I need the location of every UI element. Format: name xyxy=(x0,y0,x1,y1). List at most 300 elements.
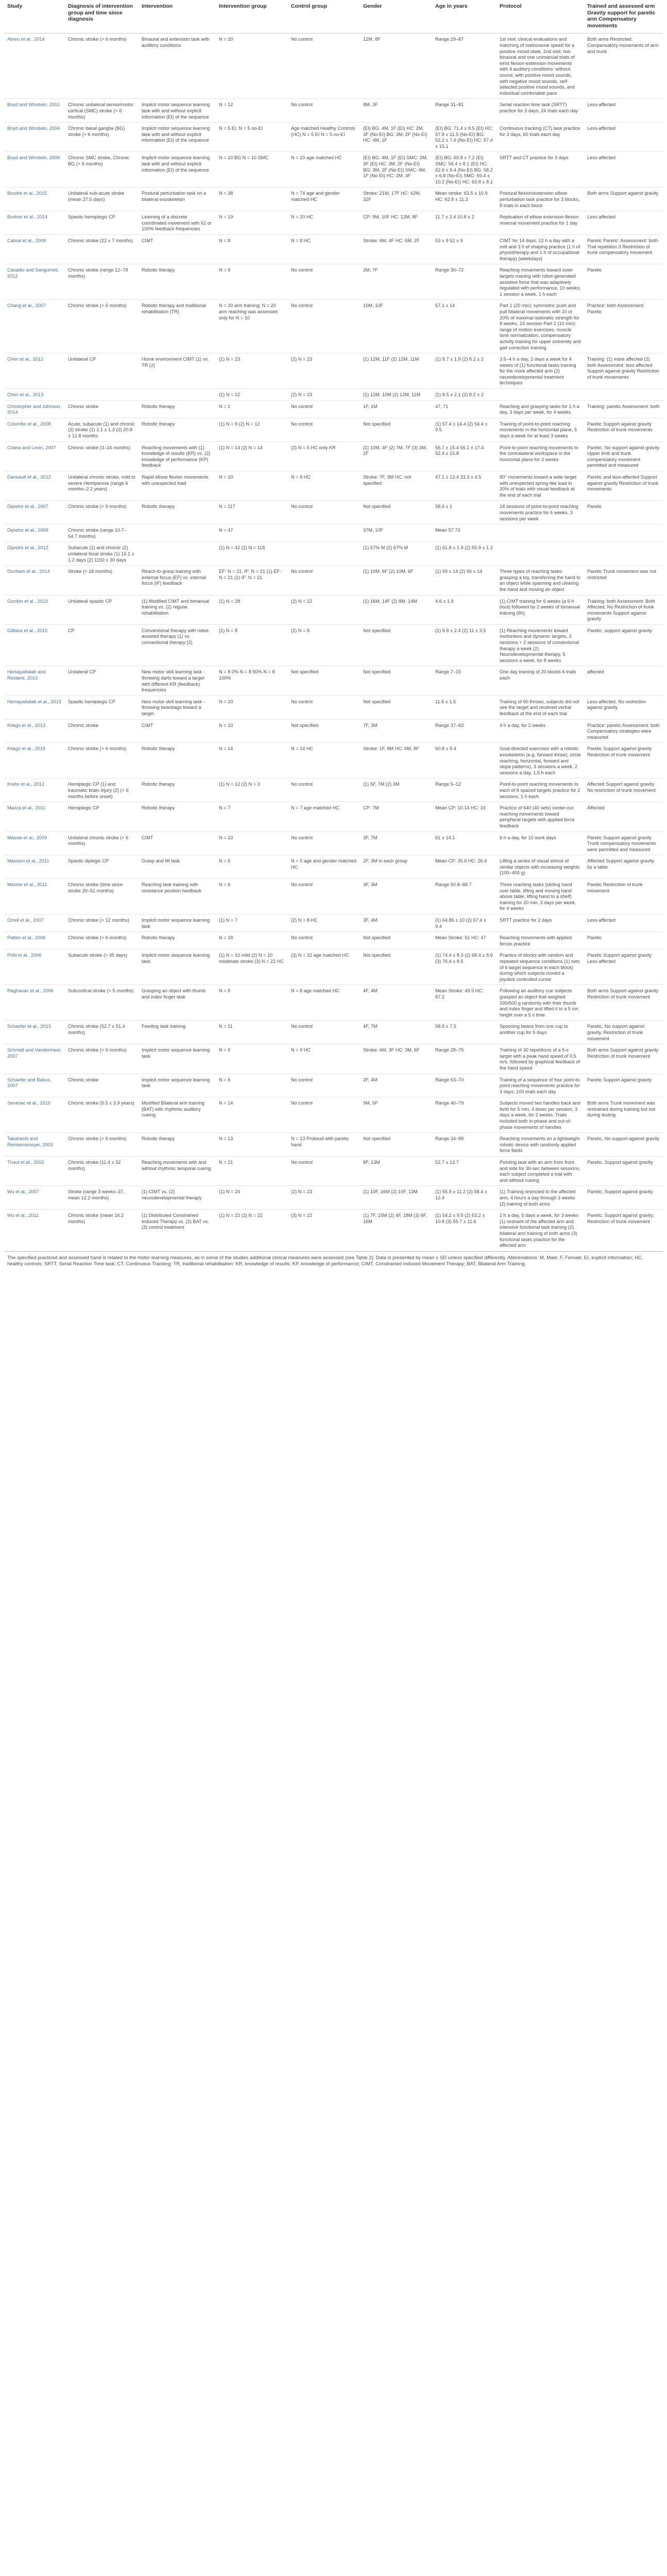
table-cell: Chronic stroke (mean 16.2 months) xyxy=(65,1210,139,1251)
table-cell: Robotic therapy xyxy=(139,778,216,802)
table-cell: CP xyxy=(65,624,139,666)
table-cell: Implicit motor sequence learning task xyxy=(139,1074,216,1097)
table-cell: No control xyxy=(288,696,360,719)
table-cell: Training of point-to-point reaching movements in the horizontal plane, 5 days a week for at least 3 weeks xyxy=(497,418,584,442)
table-cell: N = 8 xyxy=(216,985,288,1021)
table-cell: Mean stroke: 63.5 ± 10.9 HC: 62.8 ± 11.2 xyxy=(432,188,497,211)
study-link[interactable]: Schaefer and Bakus, 2007 xyxy=(4,1074,65,1097)
table-cell: Robotic therapy xyxy=(139,1133,216,1157)
col-header-intervention-group: Intervention group xyxy=(216,0,288,33)
table-cell xyxy=(584,389,663,401)
table-cell: (1) Training restricted to the affected arm, 4 hours a day through 3 weeks (2) training of both arms xyxy=(497,1186,584,1210)
table-cell: Reach-to-grasp training with external focus (EF) vs. internal focus (IF) feedback xyxy=(139,566,216,595)
table-cell: Part 1 (20 min): symmetric push and pull bilateral movements with 10 or 20% of maximal isokinetic strength for 8 weeks, 24 session Part 2 (10 min): range of motion exercises, muscle tone normalization, compensatory activity training for upper extremity and gait correction training xyxy=(497,300,584,353)
table-cell: 18 sessions of point-to-point reaching movements practice for 6 weeks, 3 sessions per week xyxy=(497,501,584,524)
study-link[interactable]: Chen et al., 2013 xyxy=(4,389,65,401)
table-cell: Grasping an object with thumb and index finger task xyxy=(139,985,216,1021)
table-cell: 12M, 8F xyxy=(360,33,432,99)
table-cell: Less-affected xyxy=(584,211,663,235)
study-link[interactable]: Kitago et al., 2013 xyxy=(4,719,65,743)
table-row xyxy=(4,400,663,418)
table-cell: Implicit motor sequence learning task xyxy=(139,1044,216,1074)
study-link[interactable]: Pohl et al., 2006 xyxy=(4,950,65,985)
table-cell: Hemiplegic CP (1) and traumatic brain injury (2) (> 6 months before onset) xyxy=(65,778,139,802)
study-link[interactable]: Cabral et al., 2008 xyxy=(4,235,65,264)
table-cell: No control xyxy=(288,1074,360,1097)
table-cell: No control xyxy=(288,33,360,99)
col-header-diagnosis: Diagnosis of intervention group and time since diagnosis xyxy=(65,0,139,33)
table-cell: N = 9 xyxy=(216,1044,288,1074)
table-cell xyxy=(139,389,216,401)
table-cell: New motor skill learning task - throwing beanbags toward a target xyxy=(139,696,216,719)
table-cell: (2) N = 23 xyxy=(288,1186,360,1210)
table-cell: Point-to-point reaching movements to each of 8 spaced targets practice for 2 sessions, 1 h each xyxy=(497,778,584,802)
table-cell: N = 47 xyxy=(216,524,288,542)
table-cell: N = 14 HC xyxy=(288,743,360,778)
table-cell: Three reaching tasks (sliding hand over table, lifting and moving hand above table, lifting hand to a shelf) training for 20 min, 3 days per week, for 4 weeks xyxy=(497,879,584,914)
table-cell: Chronic stroke xyxy=(65,719,139,743)
table-cell: Reaching movements with (1) knowledge of results (KR) vs. (2) knowledge of performance (KP) feedback xyxy=(139,442,216,471)
table-cell: (1) 8.5 ± 2.1 (2) 8.2 ± 2 xyxy=(432,389,497,401)
table-cell: 11.7 ± 2.4 10.8 ± 2 xyxy=(432,211,497,235)
table-cell: N = 20 xyxy=(216,33,288,99)
table-cell: No control xyxy=(288,932,360,950)
table-cell: No control xyxy=(288,501,360,524)
study-link[interactable]: Schmidt and Vandermeer, 2007 xyxy=(4,1044,65,1074)
table-cell: No control xyxy=(288,566,360,595)
table-cell: Robotic therapy xyxy=(139,264,216,300)
table-cell: Practice of 640 (40 sets) center-out reaching movements toward peripheral targets with applied force feedback xyxy=(497,802,584,832)
table-cell: 7F, 3M xyxy=(360,719,432,743)
study-link[interactable]: Dipietro et al., 2007 xyxy=(4,501,65,524)
table-cell: 2F, 4M xyxy=(360,1074,432,1097)
table-cell: Unilateral chronic stroke, mild to severe Hemiparese (range 6 months–2.2 years) xyxy=(65,471,139,501)
table-cell: Robotic therapy xyxy=(139,932,216,950)
table-cell: Postural perturbation task on a bilateral exoskeleton xyxy=(139,188,216,211)
table-cell: New motor skill learning task - throwing darts toward a target with different KR (feedback) frequencies xyxy=(139,666,216,696)
study-link[interactable]: Boyd and Winstein, 2001 xyxy=(4,99,65,123)
table-row xyxy=(4,950,663,985)
table-cell: 10M, 10F xyxy=(360,300,432,353)
table-cell: Paretic, support against gravity xyxy=(584,624,663,666)
table-cell: Conventional therapy with robot-assisted therapy (1) vs. conventional therapy (2) xyxy=(139,624,216,666)
table-cell: N = 117 xyxy=(216,501,288,524)
table-cell: (1) N = 24 xyxy=(216,1186,288,1210)
study-link[interactable]: Wu et al., 2011 xyxy=(4,1210,65,1251)
table-cell xyxy=(497,524,584,542)
study-link[interactable]: Metzler et al., 2011 xyxy=(4,879,65,914)
table-row xyxy=(4,524,663,542)
table-cell: Stroke: 6M, 4F HC: 6M, 2F xyxy=(360,235,432,264)
table-cell: Subacute (1) and chronic (2) unilateral focal stroke (1) 15.1 ± 1.2 days (2) 1150 ± 30 days xyxy=(65,542,139,566)
table-cell: Chronic stroke (> 6 months) xyxy=(65,1133,139,1157)
table-cell: CP: 7M xyxy=(360,802,432,832)
table-cell: Chronic stroke (22 ± 7 months) xyxy=(65,235,139,264)
table-cell: Training: paretic Assessment: both xyxy=(584,400,663,418)
table-cell: N = 21 xyxy=(216,1157,288,1186)
table-cell: Following an auditory cue subjects grasped an object that weighed 330/500 g randomly with their thumb and index finger and lifted it to a 5 cm height over a 5 s time xyxy=(497,985,584,1021)
table-cell: 47.1 ± 13.4 23.3 ± 4.5 xyxy=(432,471,497,501)
table-cell: 58.9 ± 7.5 xyxy=(432,1021,497,1044)
table-cell: Practice of blocks with random and repeated sequence conditions (1) sets of 6 target sequence in each block) during which subjects moved a joystick controlled cursor xyxy=(497,950,584,985)
table-cell: N = 10 age matched HC xyxy=(288,152,360,188)
table-cell: Chronic stroke (3–24 months) xyxy=(65,442,139,471)
table-cell: Not specified xyxy=(360,501,432,524)
study-link[interactable]: Senesac et al., 2010 xyxy=(4,1097,65,1133)
table-cell: No control xyxy=(288,99,360,123)
table-cell: Not specified xyxy=(360,418,432,442)
table-row xyxy=(4,719,663,743)
table-cell: (EI) BG: 4M, 1F (EI) HC: 2M, 3F (No-EI) BG: 3M, 2F (No-EI) HC: 4M, 1F xyxy=(360,123,432,152)
table-row xyxy=(4,832,663,855)
table-cell xyxy=(288,524,360,542)
table-row xyxy=(4,566,663,595)
table-cell: (1) 12M, 10M (2) 12M, 11M xyxy=(360,389,432,401)
study-link[interactable]: Krebs et al., 2012 xyxy=(4,778,65,802)
table-cell: Age matched Healthy Controls (HC) N = 5 EI N = 5 no-EI xyxy=(288,123,360,152)
table-cell: 37M, 10F xyxy=(360,524,432,542)
table-cell: Chronic stroke (> 6 months) xyxy=(65,300,139,353)
table-cell xyxy=(497,389,584,401)
table-row xyxy=(4,802,663,832)
table-cell: 11.6 ± 1.5 xyxy=(432,696,497,719)
table-cell: N = 10 xyxy=(216,471,288,501)
table-cell: Chronic stroke (5.5 ± 3.9 years) xyxy=(65,1097,139,1133)
table-cell: Stroke: 6M, 3F HC: 3M, 6F xyxy=(360,1044,432,1074)
study-link[interactable]: Daneault et al., 2012 xyxy=(4,471,65,501)
table-cell: Less-affected xyxy=(584,99,663,123)
table-cell: N = 6 xyxy=(216,879,288,914)
table-cell: Robotic therapy xyxy=(139,802,216,832)
table-cell: Both arms Restricted: Compensatory movements of arm and trunk xyxy=(584,33,663,99)
study-link[interactable]: Abreu et al., 2014 xyxy=(4,33,65,99)
table-cell: Paretic; Support against gravity; Restriction of trunk movement xyxy=(584,1210,663,1251)
table-cell: Not specified xyxy=(360,1133,432,1157)
table-cell: 60.8 ± 9.4 xyxy=(432,743,497,778)
table-cell: Not specified xyxy=(288,666,360,696)
table-cell: 47, 71 xyxy=(432,400,497,418)
table-cell: No control xyxy=(288,400,360,418)
table-cell: Robotic therapy xyxy=(139,418,216,442)
table-row xyxy=(4,99,663,123)
table-cell: (1) N = 23 xyxy=(216,353,288,389)
table-cell: N = 74 age and gender matched HC xyxy=(288,188,360,211)
table-row xyxy=(4,879,663,914)
table-row xyxy=(4,235,663,264)
study-link[interactable]: Takahashi and Reinkensmeyer, 2003 xyxy=(4,1133,65,1157)
table-cell: CIMT for 14 days, 12 h a day with a mitt and 3 h of shaping practice (1 h of physiotherapy and 1 h of occupational therapy) (weekdays) xyxy=(497,235,584,264)
table-cell: Unilateral CP xyxy=(65,353,139,389)
table-cell: No control xyxy=(288,1021,360,1044)
table-cell: Robotic therapy and traditional rehabilitation (TR) xyxy=(139,300,216,353)
table-cell: Chronic stroke (> 12 months) xyxy=(65,914,139,932)
col-header-intervention: Intervention xyxy=(139,0,216,33)
table-cell: Paretic, No support against gravity xyxy=(584,1133,663,1157)
table-cell: 53 ± 9 52 ± 9 xyxy=(432,235,497,264)
table-cell: 1F, 1M xyxy=(360,400,432,418)
table-cell: Implicit motor sequence learning task xyxy=(139,914,216,932)
table-cell: (1) Modified CIMT and bimanual training vs. (2) regular rehabilitation xyxy=(139,595,216,624)
table-cell: Feeding task training xyxy=(139,1021,216,1044)
table-cell: Range 5–12 xyxy=(432,778,497,802)
header-row xyxy=(4,0,663,33)
table-cell xyxy=(497,542,584,566)
table-cell: No control xyxy=(288,300,360,353)
table-cell: CIMT xyxy=(139,235,216,264)
study-link[interactable]: Coleta and Levin, 2007 xyxy=(4,442,65,471)
table-cell: Chronic stroke (11.4 ± 52 months) xyxy=(65,1157,139,1186)
table-cell: 2 h a day, 5 days a week, for 3 weeks (1) restraint of the affected arm and intensive functional task training (2) bilateral arm training of both arms (3) functional tasks practice for the affected arm xyxy=(497,1210,584,1251)
table-row xyxy=(4,264,663,300)
table-row xyxy=(4,1157,663,1186)
table-cell: Goal-directed exercises with a robotic exoskeleton (e.g. forward throw), circle reaching, horizontal, forward and slope patterns), 3 sessions a week, 2 sessions a day, 1.5 h each xyxy=(497,743,584,778)
table-cell: (1) 12M, 11F (2) 12M, 11M xyxy=(360,353,432,389)
table-cell: (2) N = 23 xyxy=(288,389,360,401)
table-cell: Paretic Support against gravity Trunk compensatory movements were permitted and measured xyxy=(584,832,663,855)
study-link[interactable]: Colombo et al., 2008 xyxy=(4,418,65,442)
table-cell: Range 50.8–68.7 xyxy=(432,879,497,914)
table-cell: 61 ± 14.1 xyxy=(432,832,497,855)
table-cell: Chronic stroke (> 6 months) xyxy=(65,1044,139,1074)
study-link[interactable]: Boyd and Winstein, 2006 xyxy=(4,152,65,188)
table-cell: Chronic stroke (> 6 months) xyxy=(65,501,139,524)
study-link[interactable]: Hemayattalab et al., 2013 xyxy=(4,696,65,719)
table-cell: 8F, 13M xyxy=(360,1157,432,1186)
table-cell: N = 8 HC xyxy=(288,471,360,501)
table-cell: Paretic Support against gravity Restriction of trunk movement xyxy=(584,743,663,778)
table-row xyxy=(4,542,663,566)
study-link[interactable]: Schaefer et al., 2013 xyxy=(4,1021,65,1044)
table-cell: (1) CIMT training for 6 weeks (a 6-h bout) followed by 2 weeks of bimanual training (6h) xyxy=(497,595,584,624)
table-cell: (1) 55.9 ± 11.2 (2) 58.4 ± 12.4 xyxy=(432,1186,497,1210)
table-cell: N = 6 xyxy=(216,1074,288,1097)
table-cell xyxy=(65,389,139,401)
table-cell: Stroke: 1F, 8M HC: 6M, 8F xyxy=(360,743,432,778)
table-row xyxy=(4,1097,663,1133)
study-link[interactable]: Orrell et al., 2007 xyxy=(4,914,65,932)
table-cell xyxy=(584,542,663,566)
study-link[interactable]: Massie et al., 2009 xyxy=(4,832,65,855)
table-cell: (1) N = 10 mild (2) N = 10 moderate stroke (3) N = 22 HC xyxy=(216,950,288,985)
study-link[interactable]: Hemayattalab and Rostami, 2010 xyxy=(4,666,65,696)
study-link[interactable]: Gilliaux et al., 2015 xyxy=(4,624,65,666)
table-cell: Unilateral sub-acute stroke (mean 27.5 days) xyxy=(65,188,139,211)
table-cell: 3F, 7M xyxy=(360,832,432,855)
table-cell: SRTT and CT practice for 3 days xyxy=(497,152,584,188)
col-header-trained-arm: Trained and assessed arm Gravity support for paretic arm Compensatory movements xyxy=(584,0,663,33)
table-cell: Paretic xyxy=(584,932,663,950)
table-cell: N = 5 age and gender matched HC xyxy=(288,855,360,879)
table-cell: Continuous tracking (CT) task practice for 3 days, 60 trials each day xyxy=(497,123,584,152)
table-cell: Range 29–87 xyxy=(432,33,497,99)
table-cell: 57.1 ± 14 xyxy=(432,300,497,353)
table-cell: (1) 74.4 ± 8.3 (2) 68.4 ± 8.6 (3) 76.4 ± 8.5 xyxy=(432,950,497,985)
table-row xyxy=(4,471,663,501)
table-cell: (1) 5F, 7M (2) 3M xyxy=(360,778,432,802)
table-cell: Range 28–75 xyxy=(432,1044,497,1074)
table-cell: (1) N = 8 xyxy=(216,624,288,666)
table-cell: Stroke (> 18 months) xyxy=(65,566,139,595)
table-cell: 3F, 3M xyxy=(360,879,432,914)
table-row xyxy=(4,1186,663,1210)
table-cell: Not specified xyxy=(360,624,432,666)
table-row xyxy=(4,696,663,719)
table-cell: Reaching movements with applied forces practice xyxy=(497,932,584,950)
table-row xyxy=(4,932,663,950)
studies-table xyxy=(4,0,663,1251)
table-cell: (1) N = 12 (2) N = 3 xyxy=(216,778,288,802)
study-link[interactable]: Wu et al., 2007 xyxy=(4,1186,65,1210)
table-cell: Pointing task with an arm from front and side for 30-sec between sessions, each subject completed a trial with and without cueing xyxy=(497,1157,584,1186)
table-row xyxy=(4,123,663,152)
table-cell xyxy=(584,524,663,542)
study-link[interactable]: Patton et al., 2006 xyxy=(4,932,65,950)
table-cell: One day training of 20 blocks 6 trials each xyxy=(497,666,584,696)
table-row xyxy=(4,442,663,471)
table-cell: Spooning beans from one cup to another cup for 5 days xyxy=(497,1021,584,1044)
table-cell: (1) 7F, 15M (2) 4F, 18M (3) 6F, 16M xyxy=(360,1210,432,1251)
table-cell: No control xyxy=(288,832,360,855)
study-link[interactable]: Thaut et al., 2002 xyxy=(4,1157,65,1186)
table-body xyxy=(4,33,663,1251)
table-cell: 2F, 3M in each group xyxy=(360,855,432,879)
table-cell: Chronic stroke (> 6 months) xyxy=(65,33,139,99)
study-link[interactable]: Dunham et al., 2014 xyxy=(4,566,65,595)
table-cell: Range 34–89 xyxy=(432,1133,497,1157)
table-cell: No control xyxy=(288,264,360,300)
table-cell: Paretic Paretic: Assessment: both Trial repetition 3 Restriction of trunk compensatory movement xyxy=(584,235,663,264)
table-cell: (3) N = 32 age matched HC xyxy=(288,950,360,985)
table-cell: Lifting a series of visual stimuli of similar objects with increasing weights (100–400 g) xyxy=(497,855,584,879)
table-cell: N = 20 xyxy=(216,696,288,719)
table-cell: Postural flexion/extension elbow perturbation task practice for 3 blocks, 8 trials in each block xyxy=(497,188,584,211)
table-row xyxy=(4,33,663,99)
study-link[interactable]: Dipietro et al., 2009 xyxy=(4,524,65,542)
table-cell: (1) N = 22 (2) N = 22 xyxy=(216,1210,288,1251)
table-cell: 4.6 ± 1.9 xyxy=(432,595,497,624)
table-cell: Both arms Support against gravity xyxy=(584,188,663,211)
table-cell: N = 14 xyxy=(216,1097,288,1133)
table-cell: No control xyxy=(288,879,360,914)
table-cell: (1) 54.2 ± 9.5 (2) 53.2 ± 10.8 (3) 55.7 ± 11.6 xyxy=(432,1210,497,1251)
table-cell: 4 h a day, for 2 weeks xyxy=(497,719,584,743)
table-cell: Robotic therapy xyxy=(139,400,216,418)
table-cell: Training of 30 repetitions of a 5-s target with a peak hand speed of 0.5 m/s, followed by graphical feedback of the hand speed xyxy=(497,1044,584,1074)
table-cell: EF: N = 21, IF: N = 21 (1) EF: N = 21 (2) IF: N = 21 xyxy=(216,566,288,595)
table-row xyxy=(4,1021,663,1044)
table-cell: (1) N = 9 (2) N = 12 xyxy=(216,418,288,442)
study-link[interactable]: Raghavan et al., 2006 xyxy=(4,985,65,1021)
table-cell: Chronic basal ganglia (BG) stroke (> 6 months) xyxy=(65,123,139,152)
table-cell: Learning of a discrete coordinated movement with 62 or 100% feedback frequencies xyxy=(139,211,216,235)
study-link[interactable]: Massion et al., 2011 xyxy=(4,855,65,879)
table-cell: N = 38 xyxy=(216,188,288,211)
study-link[interactable]: Chang et al., 2007 xyxy=(4,300,65,353)
study-link[interactable]: Christopher and Johnson, 2014 xyxy=(4,400,65,418)
study-link[interactable]: Dipietro et al., 2012 xyxy=(4,542,65,566)
table-row xyxy=(4,211,663,235)
table-row xyxy=(4,501,663,524)
col-header-gender: Gender xyxy=(360,0,432,33)
table-cell: Paretic; Support against gravity xyxy=(584,1186,663,1210)
table-cell: Hemiplegic CP xyxy=(65,802,139,832)
table-cell: (1) 57% M (2) 67% M xyxy=(360,542,432,566)
table-cell: Reaching movements toward outer targets training with robot-generated assistive force that was adaptively regulated with performance, 10 weeks, 1 session a week, 1 h each xyxy=(497,264,584,300)
table-cell: Not specified xyxy=(360,950,432,985)
table-cell: Paretic Support against gravity xyxy=(584,1074,663,1097)
table-cell: Mean Stroke: 49.5 HC: 67.2 xyxy=(432,985,497,1021)
table-cell: No control xyxy=(288,418,360,442)
table-cell: Not specified xyxy=(288,719,360,743)
table-row xyxy=(4,1133,663,1157)
study-link[interactable]: Casadio and Sanguineti, 2012 xyxy=(4,264,65,300)
table-cell: Implicit motor sequence learning task xyxy=(139,950,216,985)
table-cell: Rapid elbow flexion movements with unexpected load xyxy=(139,471,216,501)
table-cell: Implicit motor sequence learning task with and without explicit information (EI) of the sequence xyxy=(139,123,216,152)
table-cell: (2) N = 23 xyxy=(288,353,360,389)
table-cell: Serial reaction time task (SRTT) practice for 3 days, 24 trials each day xyxy=(497,99,584,123)
table-cell: No control xyxy=(288,1097,360,1133)
table-container xyxy=(4,0,663,1270)
table-cell: N = 20 arm training; N = 20 arm reaching was assessed only for N = 10 xyxy=(216,300,288,353)
table-cell: Range 30–72 xyxy=(432,264,497,300)
table-cell: (1) 10F, 16M (2) 10F, 13M xyxy=(360,1186,432,1210)
table-cell: Subcortical stroke (> 5 months) xyxy=(65,985,139,1021)
table-cell: (EI) BG: 4M, 1F (EI) SMC: 2M, 3F (EI) HC: 3M, 2F (No-EI) BG: 3M, 2F (No-EI) SMC: 4M, 1F (No-EI) HC: 2M, 3F xyxy=(360,152,432,188)
table-cell: Paretic Trunk movement was not restricted xyxy=(584,566,663,595)
study-link[interactable]: Boyd and Winstein, 2004 xyxy=(4,123,65,152)
table-cell: Both arms Support against gravity Restriction of trunk movement xyxy=(584,1044,663,1074)
table-cell: Chronic stroke (range 12–78 months) xyxy=(65,264,139,300)
table-cell: 58.6 ± 1 xyxy=(432,501,497,524)
table-cell: 6 h a day, for 10 work days xyxy=(497,832,584,855)
study-link[interactable]: Kitago et al., 2015 xyxy=(4,743,65,778)
table-cell: Implicit motor sequence learning task with and without explicit information (EI) of the sequence xyxy=(139,99,216,123)
table-cell: CP: 9M, 10F HC: 12M, 8F xyxy=(360,211,432,235)
study-link[interactable]: Burtner et al., 2014 xyxy=(4,211,65,235)
table-cell: (1) 61.8 ± 1.9 (2) 55.9 ± 1.2 xyxy=(432,542,497,566)
table-cell: Acute, subacute (1) and chronic (2) stroke (1) 2.1 ± 1.3 (2) 20.8 ± 12.8 months xyxy=(65,418,139,442)
table-cell: Less-affected xyxy=(584,123,663,152)
table-row xyxy=(4,595,663,624)
table-cell: Not specified xyxy=(360,666,432,696)
table-row xyxy=(4,624,663,666)
table-cell: N = 20 HC xyxy=(288,211,360,235)
table-cell: Paretic Support against gravity Restriction of trunk movements xyxy=(584,418,663,442)
table-row xyxy=(4,300,663,353)
study-link[interactable]: Mazzà et al., 2011 xyxy=(4,802,65,832)
table-cell: Reaching movements on a lightweight robotic device with randomly applied force fields xyxy=(497,1133,584,1157)
table-cell: (EI) BG: 71.4 ± 9.5 (EI) HC: 57.8 ± 11.5 (No-EI) BG: 52.2 ± 7.6 (No-EI) HC: 57.4 ± 15.1 xyxy=(432,123,497,152)
table-cell: Range 7–15 xyxy=(432,666,497,696)
table-cell: Point-to-point reaching movements to the contralateral workspace in the horizontal plane for 3 weeks xyxy=(497,442,584,471)
col-header-study: Study xyxy=(4,0,65,33)
study-link[interactable]: Gordon et al., 2013 xyxy=(4,595,65,624)
table-cell: Chronic stroke xyxy=(65,400,139,418)
table-cell: Range 40–79 xyxy=(432,1097,497,1133)
table-cell: Reaching and grasping tasks for 1 h a day, 3 days per week, for 4 weeks xyxy=(497,400,584,418)
table-cell: Home environment CIMT (1) vs. TR (2) xyxy=(139,353,216,389)
table-cell: Reaching movements with and without rhythmic temporal cueing xyxy=(139,1157,216,1186)
study-link[interactable]: Chen et al., 2012 xyxy=(4,353,65,389)
table-cell: (1) Reaching movements toward motionless and dynamic targets, 3 sessions + 2 sessions of conventional therapy a week (2) Neurodevelopmental therapy, 5 sessions a week, for 8 weeks xyxy=(497,624,584,666)
study-link[interactable]: Bourke et al., 2015 xyxy=(4,188,65,211)
table-cell: (1) N = 7 xyxy=(216,914,288,932)
table-cell: (1) N = 22 xyxy=(216,389,288,401)
table-cell: CIMT xyxy=(139,719,216,743)
col-header-protocol: Protocol xyxy=(497,0,584,33)
table-cell: N = 12 xyxy=(216,99,288,123)
